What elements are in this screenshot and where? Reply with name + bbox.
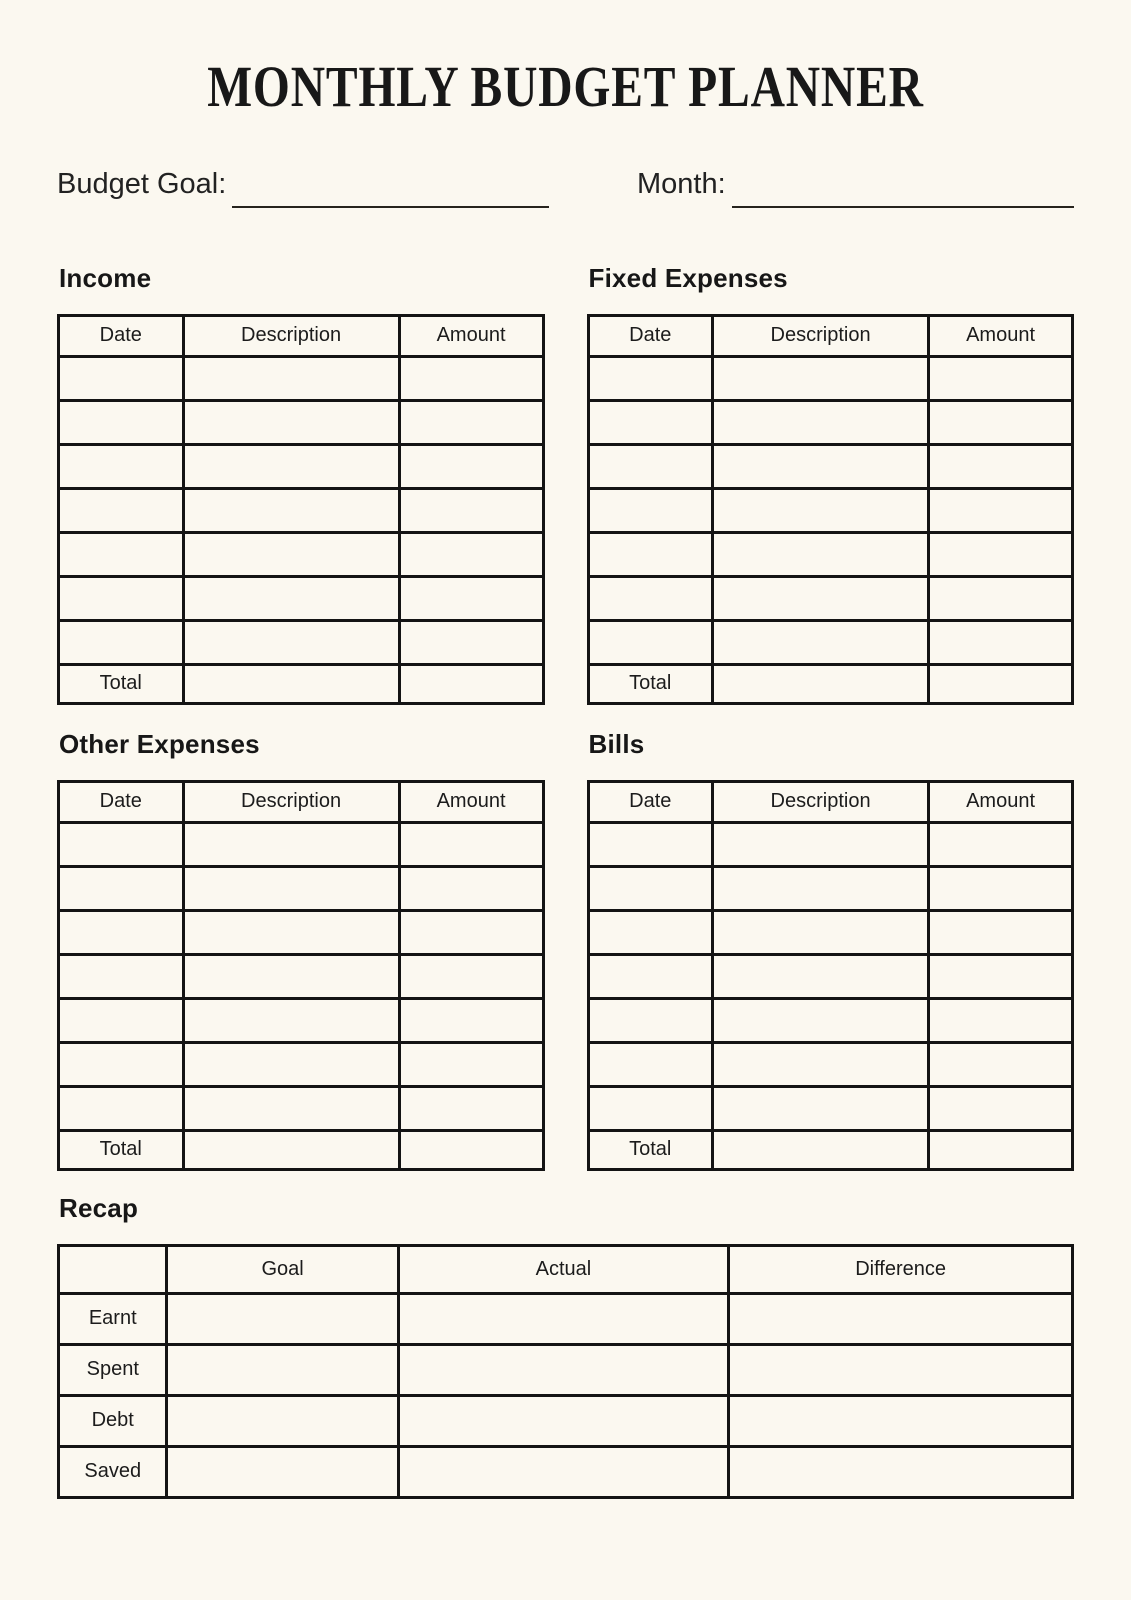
empty-row	[588, 822, 1073, 866]
ledger-tables-grid	[57, 263, 1074, 1171]
empty-cell	[713, 1086, 929, 1130]
total-row	[59, 664, 544, 703]
empty-row	[588, 998, 1073, 1042]
empty-cell	[59, 1042, 184, 1086]
empty-cell	[399, 1130, 543, 1169]
recap-row-debt	[59, 1395, 1073, 1446]
empty-cell	[929, 576, 1073, 620]
column-header-actual: Actual	[398, 1245, 729, 1293]
empty-cell	[713, 532, 929, 576]
budget-goal-label: Budget Goal:	[57, 167, 227, 200]
column-header-amount: Amount	[399, 781, 543, 822]
header-row	[59, 781, 544, 822]
column-header-date: Date	[588, 315, 713, 356]
month-field	[637, 169, 1074, 201]
empty-cell	[713, 1042, 929, 1086]
empty-row	[588, 356, 1073, 400]
empty-row	[59, 954, 544, 998]
total-label: Total	[588, 1130, 713, 1169]
month-line	[732, 206, 1074, 208]
empty-row	[59, 998, 544, 1042]
empty-cell	[183, 866, 399, 910]
empty-cell	[713, 954, 929, 998]
empty-cell	[183, 1130, 399, 1169]
empty-cell	[183, 488, 399, 532]
other-expenses-heading: Other Expenses	[59, 728, 260, 759]
empty-row	[588, 866, 1073, 910]
empty-cell	[398, 1395, 729, 1446]
empty-row	[588, 576, 1073, 620]
column-header-description: Description	[713, 781, 929, 822]
empty-cell	[398, 1344, 729, 1395]
header-row	[588, 315, 1073, 356]
budget-goal-field	[57, 169, 549, 201]
empty-cell	[929, 356, 1073, 400]
empty-row	[588, 1042, 1073, 1086]
recap-row-spent	[59, 1344, 1073, 1395]
empty-row	[59, 910, 544, 954]
empty-cell	[713, 620, 929, 664]
recap-table	[57, 1244, 1074, 1499]
empty-cell	[588, 1086, 713, 1130]
empty-cell	[929, 488, 1073, 532]
empty-cell	[399, 532, 543, 576]
recap-heading: Recap	[59, 1192, 139, 1223]
empty-cell	[713, 910, 929, 954]
empty-cell	[588, 532, 713, 576]
empty-cell	[399, 488, 543, 532]
empty-cell	[59, 356, 184, 400]
empty-cell	[398, 1446, 729, 1497]
total-row	[588, 664, 1073, 703]
empty-cell	[398, 1293, 729, 1344]
empty-cell	[183, 910, 399, 954]
fixed-expenses-table	[587, 314, 1075, 705]
header-row	[59, 315, 544, 356]
empty-row	[588, 532, 1073, 576]
empty-row	[588, 620, 1073, 664]
empty-cell	[713, 822, 929, 866]
empty-cell	[59, 620, 184, 664]
income-table	[57, 314, 545, 705]
empty-cell	[929, 620, 1073, 664]
empty-cell	[929, 822, 1073, 866]
empty-cell	[588, 356, 713, 400]
bills-heading: Bills	[588, 728, 645, 759]
fixed-expenses-heading: Fixed Expenses	[588, 262, 788, 293]
empty-cell	[713, 444, 929, 488]
header-row	[588, 781, 1073, 822]
empty-cell	[588, 488, 713, 532]
empty-row	[588, 444, 1073, 488]
empty-cell	[399, 1042, 543, 1086]
empty-row	[59, 822, 544, 866]
empty-cell	[399, 356, 543, 400]
income-section	[57, 263, 545, 705]
row-label-spent: Spent	[59, 1344, 167, 1395]
empty-cell	[183, 664, 399, 703]
empty-cell	[588, 822, 713, 866]
empty-cell	[588, 866, 713, 910]
empty-cell	[399, 998, 543, 1042]
empty-cell	[929, 954, 1073, 998]
column-header-description: Description	[713, 315, 929, 356]
column-header-description: Description	[183, 781, 399, 822]
empty-cell	[929, 444, 1073, 488]
empty-cell	[183, 1086, 399, 1130]
empty-cell	[729, 1293, 1073, 1344]
empty-cell	[399, 1086, 543, 1130]
total-row	[59, 1130, 544, 1169]
empty-row	[59, 620, 544, 664]
empty-cell	[183, 822, 399, 866]
column-header-amount: Amount	[399, 315, 543, 356]
empty-cell	[167, 1395, 398, 1446]
empty-cell	[729, 1395, 1073, 1446]
empty-cell	[713, 356, 929, 400]
header-fields	[57, 169, 1074, 201]
empty-cell	[59, 910, 184, 954]
empty-row	[588, 954, 1073, 998]
empty-cell	[929, 1042, 1073, 1086]
empty-row	[59, 400, 544, 444]
other-expenses-section	[57, 729, 545, 1171]
empty-cell	[713, 664, 929, 703]
empty-cell	[59, 576, 184, 620]
empty-cell	[929, 910, 1073, 954]
empty-cell	[929, 664, 1073, 703]
total-label: Total	[59, 664, 184, 703]
recap-section	[57, 1193, 1074, 1499]
empty-cell	[399, 400, 543, 444]
recap-row-earnt	[59, 1293, 1073, 1344]
empty-cell	[929, 400, 1073, 444]
header-row	[59, 1245, 1073, 1293]
empty-cell	[183, 620, 399, 664]
bills-table	[587, 780, 1075, 1171]
income-heading: Income	[59, 262, 152, 293]
empty-cell	[59, 1086, 184, 1130]
bills-section	[587, 729, 1075, 1171]
empty-cell	[588, 576, 713, 620]
month-label: Month:	[637, 167, 726, 200]
column-header-amount: Amount	[929, 781, 1073, 822]
total-row	[588, 1130, 1073, 1169]
empty-cell	[167, 1446, 398, 1497]
empty-cell	[183, 400, 399, 444]
empty-cell	[713, 998, 929, 1042]
empty-cell	[588, 1042, 713, 1086]
empty-cell	[59, 400, 184, 444]
empty-row	[588, 1086, 1073, 1130]
empty-cell	[588, 400, 713, 444]
empty-row	[59, 444, 544, 488]
empty-cell	[167, 1293, 398, 1344]
row-label-earnt: Earnt	[59, 1293, 167, 1344]
empty-cell	[183, 998, 399, 1042]
empty-row	[588, 400, 1073, 444]
empty-cell	[588, 910, 713, 954]
empty-cell	[713, 576, 929, 620]
column-header-difference: Difference	[729, 1245, 1073, 1293]
empty-cell	[59, 488, 184, 532]
empty-cell	[59, 866, 184, 910]
empty-cell	[59, 532, 184, 576]
column-header-amount: Amount	[929, 315, 1073, 356]
column-header-blank	[59, 1245, 167, 1293]
empty-cell	[183, 532, 399, 576]
column-header-goal: Goal	[167, 1245, 398, 1293]
column-header-date: Date	[588, 781, 713, 822]
empty-row	[59, 488, 544, 532]
empty-row	[59, 1086, 544, 1130]
recap-row-saved	[59, 1446, 1073, 1497]
empty-cell	[399, 954, 543, 998]
empty-cell	[399, 822, 543, 866]
empty-cell	[588, 620, 713, 664]
empty-cell	[588, 954, 713, 998]
column-header-date: Date	[59, 781, 184, 822]
other-expenses-table	[57, 780, 545, 1171]
empty-row	[59, 576, 544, 620]
empty-cell	[713, 488, 929, 532]
empty-cell	[399, 910, 543, 954]
empty-cell	[183, 954, 399, 998]
column-header-date: Date	[59, 315, 184, 356]
empty-cell	[183, 444, 399, 488]
row-label-debt: Debt	[59, 1395, 167, 1446]
page-title: MONTHLY BUDGET PLANNER	[207, 54, 924, 119]
empty-cell	[729, 1344, 1073, 1395]
empty-cell	[59, 998, 184, 1042]
empty-row	[59, 532, 544, 576]
empty-cell	[59, 444, 184, 488]
column-header-description: Description	[183, 315, 399, 356]
empty-row	[59, 866, 544, 910]
total-label: Total	[59, 1130, 184, 1169]
empty-row	[588, 910, 1073, 954]
budget-goal-line	[232, 206, 549, 208]
total-label: Total	[588, 664, 713, 703]
empty-cell	[713, 1130, 929, 1169]
empty-cell	[183, 576, 399, 620]
empty-cell	[929, 998, 1073, 1042]
empty-cell	[929, 866, 1073, 910]
empty-cell	[929, 1086, 1073, 1130]
empty-cell	[399, 866, 543, 910]
empty-cell	[167, 1344, 398, 1395]
empty-row	[59, 356, 544, 400]
empty-cell	[713, 400, 929, 444]
empty-cell	[183, 356, 399, 400]
empty-cell	[59, 822, 184, 866]
empty-cell	[929, 532, 1073, 576]
empty-cell	[59, 954, 184, 998]
empty-row	[59, 1042, 544, 1086]
empty-cell	[929, 1130, 1073, 1169]
empty-cell	[713, 866, 929, 910]
empty-cell	[183, 1042, 399, 1086]
row-label-saved: Saved	[59, 1446, 167, 1497]
empty-cell	[399, 576, 543, 620]
empty-row	[588, 488, 1073, 532]
empty-cell	[729, 1446, 1073, 1497]
fixed-expenses-section	[587, 263, 1075, 705]
empty-cell	[399, 664, 543, 703]
empty-cell	[399, 620, 543, 664]
empty-cell	[399, 444, 543, 488]
empty-cell	[588, 998, 713, 1042]
empty-cell	[588, 444, 713, 488]
